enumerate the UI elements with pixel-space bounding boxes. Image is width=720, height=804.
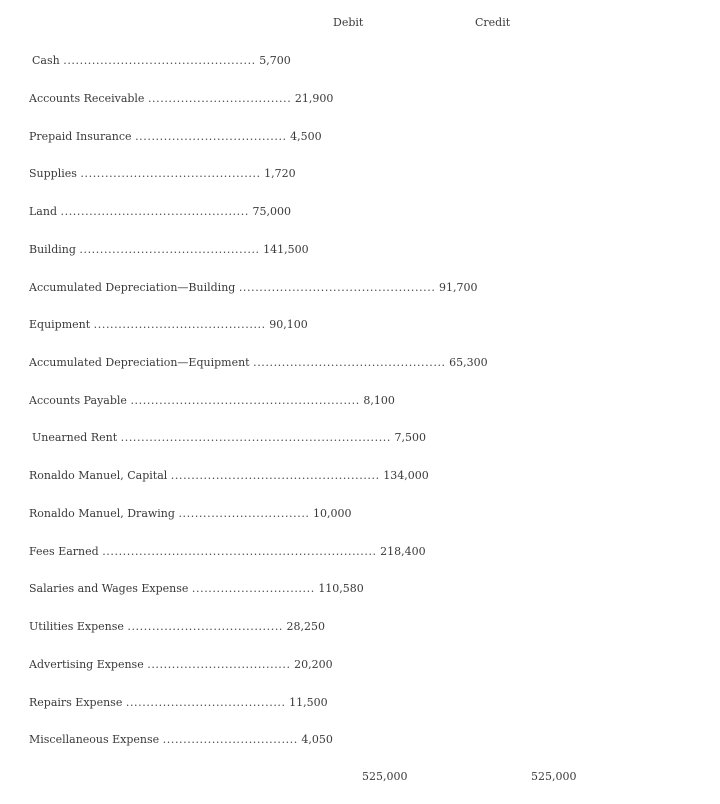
leader-dots: ................................................... — [170, 469, 380, 482]
account-amount: 90,100 — [269, 318, 308, 331]
account-amount: 20,200 — [294, 658, 333, 671]
account-name: Supplies — [29, 167, 77, 180]
account-name: Miscellaneous Expense — [29, 733, 160, 746]
account-row-fees-earned — [29, 544, 525, 560]
leader-dots: ................................... — [147, 658, 291, 671]
account-row-advertising — [29, 657, 386, 673]
leader-dots: ................................... — [147, 92, 292, 105]
account-amount: 21,900 — [294, 92, 334, 105]
account-row-utilities — [29, 619, 382, 635]
leader-dots: ................................. — [162, 733, 298, 746]
account-name: Fees Earned — [29, 545, 99, 558]
leader-dots: ............................................ — [80, 167, 261, 180]
account-name: Repairs Expense — [29, 696, 123, 709]
account-row-drawing — [29, 506, 393, 522]
account-row-accum-dep-building — [29, 280, 549, 296]
account-amount: 91,700 — [438, 281, 478, 294]
leader-dots: ............................................ — [79, 243, 260, 256]
leader-dots: ................................................ — [238, 281, 436, 294]
leader-dots: ............................................... — [253, 356, 446, 369]
account-name: Cash — [32, 54, 60, 67]
account-amount: 10,000 — [313, 507, 352, 520]
account-name: Ronaldo Manuel, Capital — [29, 469, 168, 482]
account-row-accounts-receivable — [29, 91, 384, 107]
account-amount: 141,500 — [263, 243, 309, 256]
account-amount: 11,500 — [289, 696, 328, 709]
leader-dots: ....................................... — [125, 696, 286, 709]
debit-total: 525,000 — [362, 770, 408, 783]
account-amount: 8,100 — [363, 394, 395, 407]
account-amount: 75,000 — [252, 205, 291, 218]
leader-dots: .............................................. — [60, 205, 249, 218]
account-amount: 134,000 — [383, 469, 429, 482]
credit-total: 525,000 — [531, 770, 577, 783]
debit-column-header: Debit — [333, 16, 364, 29]
account-name: Land — [29, 205, 57, 218]
account-amount: 7,500 — [394, 431, 426, 444]
account-name: Utilities Expense — [29, 620, 124, 633]
leader-dots: .................................................................. — [120, 431, 391, 444]
account-amount: 5,700 — [259, 54, 291, 67]
account-name: Salaries and Wages Expense — [29, 582, 189, 595]
account-amount: 1,720 — [264, 167, 296, 180]
account-amount: 28,250 — [286, 620, 326, 633]
account-row-salaries-wages — [29, 581, 399, 597]
account-amount: 65,300 — [449, 356, 488, 369]
leader-dots: ...................................... — [127, 620, 284, 633]
account-name: Unearned Rent — [32, 431, 118, 444]
account-name: Accumulated Depreciation—Building — [29, 281, 236, 294]
account-name: Prepaid Insurance — [29, 130, 132, 143]
account-row-miscellaneous — [29, 732, 383, 748]
leader-dots: ................................................................... — [102, 545, 377, 558]
account-row-capital — [29, 468, 539, 484]
account-amount: 110,580 — [318, 582, 364, 595]
account-name: Advertising Expense — [29, 658, 144, 671]
account-row-unearned-rent — [32, 430, 514, 446]
account-row-accounts-payable — [29, 393, 519, 409]
leader-dots: ..................................... — [135, 130, 287, 143]
leader-dots: ............................................... — [63, 54, 256, 67]
account-amount: 4,500 — [290, 130, 322, 143]
account-row-prepaid-insurance — [29, 129, 379, 145]
leader-dots: .............................. — [191, 582, 315, 595]
account-name: Ronaldo Manuel, Drawing — [29, 507, 175, 520]
account-amount: 218,400 — [380, 545, 426, 558]
account-name: Building — [29, 243, 76, 256]
account-row-building — [29, 242, 379, 258]
account-name: Accumulated Depreciation—Equipment — [29, 356, 250, 369]
account-name: Accounts Receivable — [29, 92, 145, 105]
account-name: Equipment — [29, 318, 91, 331]
leader-dots: .......................................... — [93, 318, 266, 331]
account-name: Accounts Payable — [29, 394, 127, 407]
account-row-equipment — [29, 317, 375, 333]
leader-dots: ........................................................ — [130, 394, 360, 407]
account-row-land — [29, 204, 365, 220]
account-row-supplies — [29, 166, 365, 182]
account-row-repairs — [29, 695, 381, 711]
account-amount: 4,050 — [301, 733, 333, 746]
account-row-accum-dep-equipment — [29, 355, 551, 371]
leader-dots: ................................ — [178, 507, 310, 520]
account-row-cash — [32, 53, 362, 69]
credit-column-header: Credit — [475, 16, 511, 29]
